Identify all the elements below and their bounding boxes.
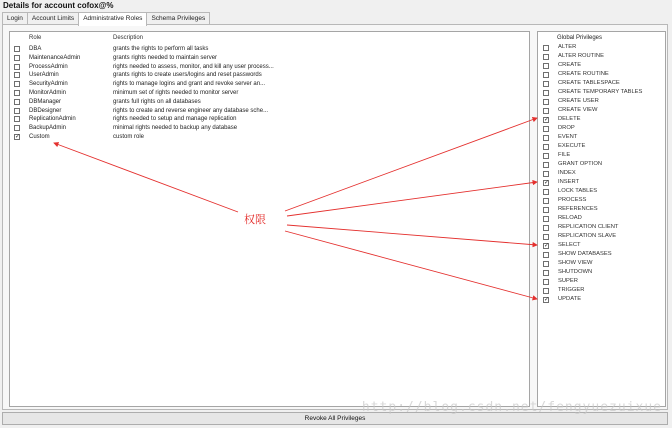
privilege-label: SELECT (558, 242, 581, 248)
role-checkbox[interactable] (14, 72, 20, 78)
privilege-checkbox[interactable] (543, 207, 549, 213)
privilege-checkbox[interactable] (543, 81, 549, 87)
privilege-checkbox[interactable] (543, 135, 549, 141)
privilege-checkbox[interactable] (543, 261, 549, 267)
privilege-row[interactable] (543, 268, 663, 277)
tab-login[interactable]: Login (2, 12, 28, 24)
privilege-label: GRANT OPTION (558, 161, 603, 167)
role-checkbox[interactable] (14, 55, 20, 61)
global-privileges-header: Global Privileges (557, 35, 603, 41)
privilege-label: UPDATE (558, 296, 582, 302)
role-description: grants full rights on all databases (113, 98, 201, 105)
privilege-label: CREATE TABLESPACE (558, 80, 620, 86)
role-name: MaintenanceAdmin (29, 54, 81, 61)
privilege-label: RELOAD (558, 215, 582, 221)
privilege-checkbox[interactable] (543, 144, 549, 150)
privilege-label: FILE (558, 152, 571, 158)
privilege-row[interactable] (543, 88, 663, 97)
annotation-label: 权限 (244, 213, 266, 226)
role-name: DBDesigner (29, 107, 62, 114)
privilege-label: SHOW DATABASES (558, 251, 612, 257)
privilege-label: ALTER ROUTINE (558, 53, 604, 59)
privilege-checkbox[interactable] (543, 99, 549, 105)
privilege-row[interactable] (543, 70, 663, 79)
privilege-checkbox[interactable]: ✓ (544, 116, 550, 123)
privilege-row[interactable] (543, 232, 663, 241)
role-row[interactable] (14, 89, 524, 98)
privilege-checkbox[interactable] (543, 216, 549, 222)
role-description: rights to manage logins and grant and revoke server an... (113, 81, 266, 88)
role-checkbox[interactable] (14, 108, 20, 114)
privilege-checkbox[interactable] (543, 108, 549, 114)
privilege-row[interactable] (543, 52, 663, 61)
privilege-row[interactable] (543, 250, 663, 259)
privilege-row[interactable] (543, 97, 663, 106)
privilege-row[interactable] (543, 124, 663, 133)
privilege-row[interactable] (543, 187, 663, 196)
tab-administrative-roles[interactable]: Administrative Roles (78, 12, 147, 26)
privilege-label: CREATE ROUTINE (558, 71, 609, 77)
role-row[interactable] (14, 133, 524, 142)
privilege-row[interactable] (543, 205, 663, 214)
privilege-checkbox[interactable]: ✓ (544, 296, 550, 303)
tab-bar (2, 12, 209, 24)
role-description: minimum set of rights needed to monitor server (113, 90, 239, 96)
privilege-checkbox[interactable]: ✓ (544, 242, 550, 249)
privilege-label: CREATE (558, 62, 582, 68)
watermark-text: http://blog.csdn.net/fengyuezuixue (361, 400, 662, 415)
privilege-checkbox[interactable] (543, 270, 549, 276)
privilege-label: CREATE TEMPORARY TABLES (558, 89, 643, 95)
privilege-row[interactable] (543, 196, 663, 205)
privilege-checkbox[interactable] (543, 279, 549, 285)
privilege-label: PROCESS (558, 197, 587, 203)
role-row[interactable] (14, 124, 524, 133)
privilege-checkbox[interactable] (543, 288, 549, 294)
role-checkbox[interactable] (14, 81, 20, 87)
privilege-checkbox[interactable] (543, 63, 549, 69)
window-title: Details for account cofox@% (3, 1, 114, 10)
role-checkbox[interactable] (14, 125, 20, 131)
privilege-row[interactable] (543, 241, 663, 250)
privilege-label: INDEX (558, 170, 576, 176)
privilege-checkbox[interactable] (543, 225, 549, 231)
role-row[interactable] (14, 107, 524, 116)
privilege-checkbox[interactable] (543, 153, 549, 159)
privilege-label: REPLICATION SLAVE (558, 233, 617, 239)
privilege-label: INSERT (558, 179, 580, 185)
role-row[interactable] (14, 45, 524, 54)
revoke-all-privileges-button[interactable]: Revoke All Privileges (2, 412, 668, 425)
role-description: minimal rights needed to backup any database (113, 125, 238, 132)
privilege-checkbox[interactable] (543, 171, 549, 177)
role-checkbox[interactable] (14, 99, 20, 105)
privilege-row[interactable] (543, 295, 663, 304)
role-description: grants the rights to perform all tasks (113, 46, 209, 52)
global-privileges-list (537, 31, 666, 407)
privilege-label: DELETE (558, 116, 581, 122)
privilege-label: ALTER (558, 44, 577, 50)
roles-list (9, 31, 530, 407)
tab-schema-privileges[interactable]: Schema Privileges (146, 12, 210, 24)
privilege-label: CREATE VIEW (558, 107, 598, 113)
privilege-row[interactable] (543, 79, 663, 88)
privilege-row[interactable] (543, 277, 663, 286)
role-name: ReplicationAdmin (29, 116, 76, 123)
role-column-header: Role (29, 35, 42, 41)
privilege-label: SUPER (558, 278, 578, 284)
privilege-label: REFERENCES (558, 206, 598, 212)
privilege-checkbox[interactable] (543, 198, 549, 204)
privilege-checkbox[interactable] (543, 45, 549, 51)
role-row[interactable] (14, 80, 524, 89)
privilege-label: LOCK TABLES (558, 188, 598, 194)
privilege-checkbox[interactable] (543, 72, 549, 78)
privilege-checkbox[interactable] (543, 54, 549, 60)
privilege-row[interactable] (543, 142, 663, 151)
role-description: rights to create and reverse engineer any database sche... (113, 107, 269, 114)
privilege-row[interactable] (543, 151, 663, 160)
privilege-row[interactable] (543, 43, 663, 52)
privilege-checkbox[interactable] (543, 126, 549, 132)
privilege-row[interactable] (543, 214, 663, 223)
role-row[interactable] (14, 98, 524, 107)
privilege-checkbox[interactable] (543, 234, 549, 240)
privilege-row[interactable] (543, 286, 663, 295)
role-name: Custom (29, 134, 50, 140)
role-checkbox[interactable] (14, 64, 20, 70)
role-name: ProcessAdmin (29, 63, 68, 70)
privilege-checkbox[interactable] (543, 162, 549, 168)
role-name: BackupAdmin (29, 125, 67, 132)
description-column-header: Description (113, 35, 144, 41)
privilege-row[interactable] (543, 259, 663, 268)
privilege-row[interactable] (543, 106, 663, 115)
role-row[interactable] (14, 63, 524, 72)
role-name: DBManager (29, 98, 62, 105)
privilege-label: EXECUTE (558, 143, 586, 149)
privilege-row[interactable] (543, 223, 663, 232)
role-description: rights needed to setup and manage replication (113, 116, 237, 123)
role-checkbox[interactable] (14, 90, 20, 96)
privilege-row[interactable] (543, 133, 663, 142)
role-checkbox[interactable]: ✓ (15, 134, 21, 140)
privilege-label: CREATE USER (558, 98, 599, 104)
role-row[interactable] (14, 54, 524, 63)
privilege-checkbox[interactable] (543, 90, 549, 96)
role-description: custom role (113, 134, 145, 140)
privilege-checkbox[interactable] (543, 189, 549, 195)
privilege-row[interactable] (543, 115, 663, 124)
privilege-checkbox[interactable] (543, 252, 549, 258)
privilege-label: SHUTDOWN (558, 269, 593, 275)
privilege-label: DROP (558, 125, 575, 131)
role-row[interactable] (14, 115, 524, 124)
role-description: grants rights needed to maintain server (113, 54, 218, 61)
privilege-label: SHOW VIEW (558, 260, 593, 266)
privilege-row[interactable] (543, 178, 663, 187)
role-description: grants rights to create users/logins and reset passwords (113, 72, 262, 79)
privilege-row[interactable] (543, 160, 663, 169)
privilege-row[interactable] (543, 169, 663, 178)
tab-account-limits[interactable]: Account Limits (27, 12, 79, 24)
role-checkbox[interactable] (14, 46, 20, 52)
role-checkbox[interactable] (14, 116, 20, 122)
role-name: UserAdmin (29, 72, 59, 79)
privilege-label: TRIGGER (558, 287, 585, 293)
privilege-row[interactable] (543, 61, 663, 70)
role-description: rights needed to assess, monitor, and kill any user process... (113, 63, 274, 70)
role-row[interactable] (14, 71, 524, 80)
role-name: SecurityAdmin (29, 81, 68, 88)
privilege-label: REPLICATION CLIENT (558, 224, 619, 230)
role-name: MonitorAdmin (29, 90, 67, 96)
privilege-checkbox[interactable]: ✓ (544, 179, 550, 186)
role-name: DBA (29, 46, 42, 52)
privilege-label: EVENT (558, 134, 578, 140)
